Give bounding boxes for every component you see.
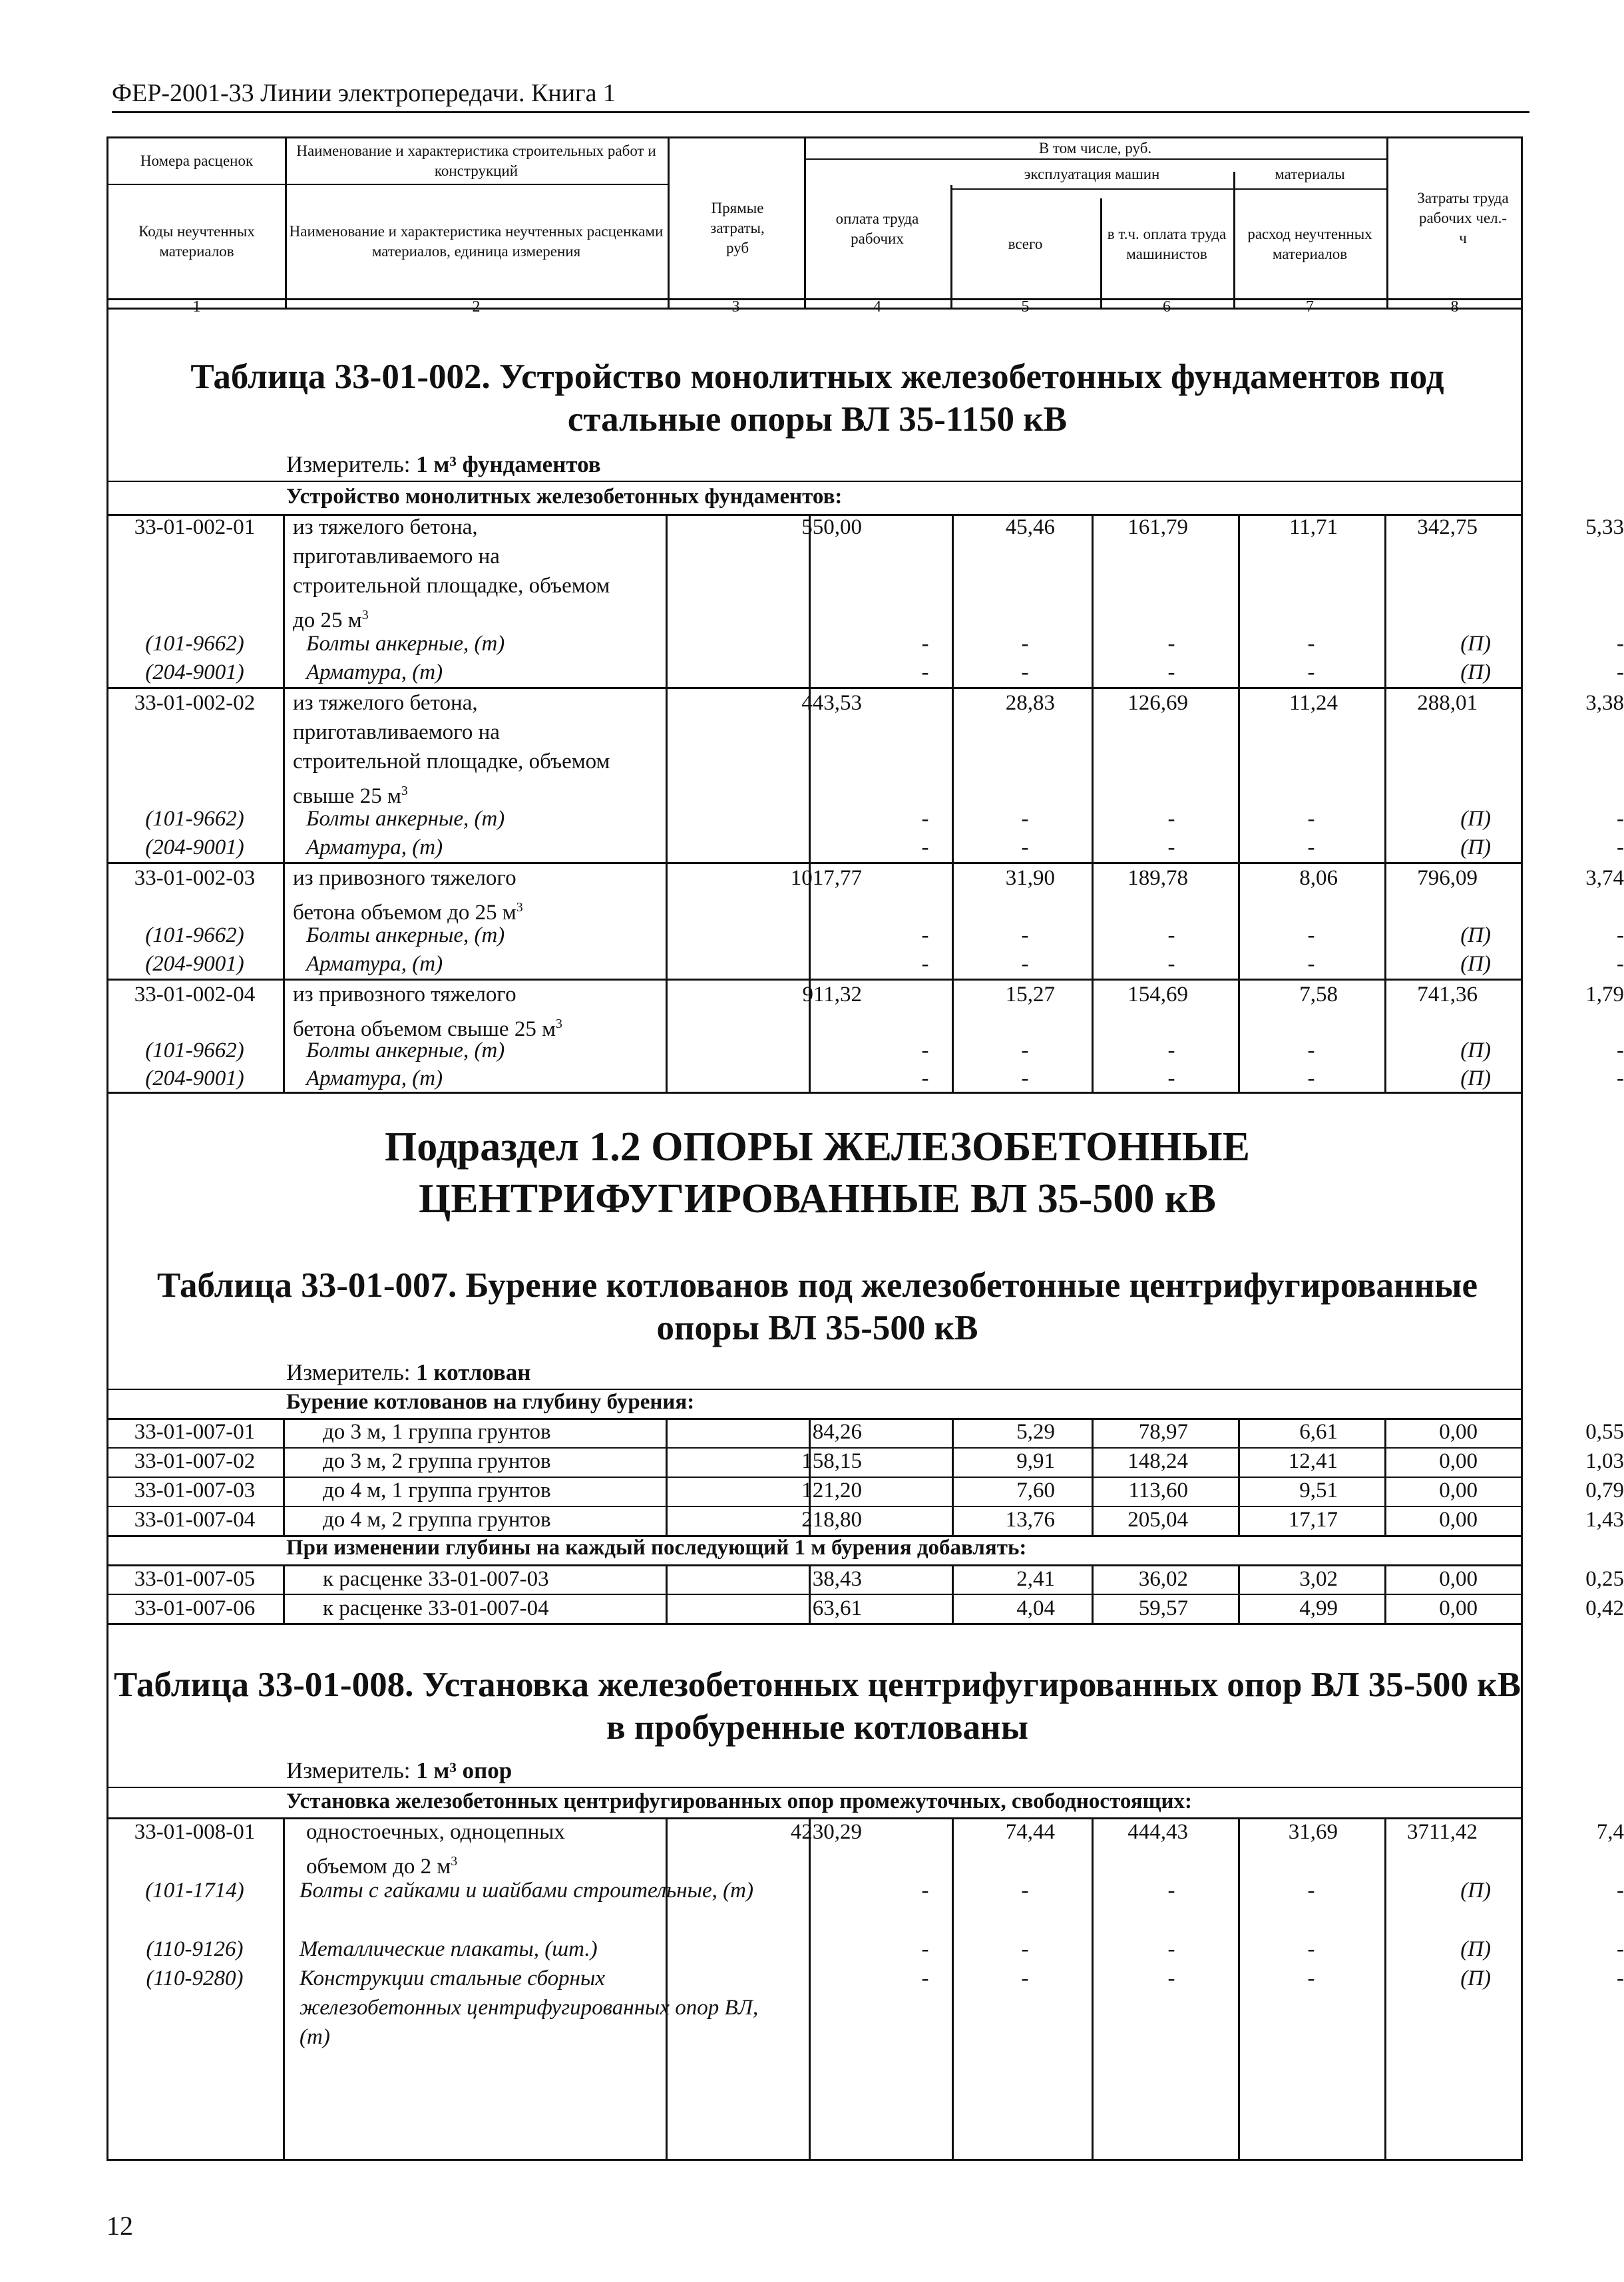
dash: -: [1167, 1879, 1175, 1903]
materials: 288,01: [1417, 691, 1478, 715]
dash: -: [1307, 835, 1315, 859]
divider: [106, 481, 1523, 482]
machines-total: 161,79: [1127, 515, 1188, 539]
dash: -: [1307, 923, 1315, 947]
material-mark: (П): [1460, 835, 1491, 859]
material-name: Арматура, (т): [306, 660, 443, 684]
dash: -: [1617, 1038, 1624, 1062]
worker-pay: 5,29: [1016, 1420, 1055, 1444]
material-mark: (П): [1460, 807, 1491, 831]
dash: -: [1307, 632, 1315, 656]
dash: -: [1307, 1879, 1315, 1903]
measure-unit: Измеритель: 1 м³ фундаментов: [286, 451, 601, 477]
divider: [106, 1787, 1523, 1788]
machinist-pay: 11,71: [1289, 515, 1338, 539]
frame-bottom: [106, 2159, 1523, 2161]
machines-total: 444,43: [1127, 1820, 1188, 1844]
machines-total: 36,02: [1138, 1567, 1188, 1591]
dash: -: [921, 1937, 929, 1961]
material-code: (101-9662): [145, 632, 244, 656]
machinist-pay: 17,17: [1288, 1508, 1338, 1532]
dash: -: [921, 660, 929, 684]
material-code: (204-9001): [145, 952, 244, 976]
dash: -: [1617, 1066, 1624, 1090]
dash: -: [1021, 1038, 1029, 1062]
worker-pay: 7,60: [1016, 1479, 1055, 1502]
material-mark: (П): [1460, 952, 1491, 976]
material-name: Болты с гайками и шайбами строительные, (т): [300, 1879, 753, 1903]
direct-costs: 218,80: [801, 1508, 862, 1532]
dash: -: [1021, 1879, 1029, 1903]
divider: [283, 1817, 285, 2160]
machines-total: 113,60: [1128, 1479, 1188, 1502]
rate-code: 33-01-007-01: [134, 1420, 256, 1444]
materials: 0,00: [1439, 1508, 1478, 1532]
material-mark: (П): [1460, 1937, 1491, 1961]
machines-total: 154,69: [1127, 983, 1188, 1007]
column-number: 2: [472, 298, 481, 316]
divider: [1384, 1817, 1386, 2160]
group-heading: Бурение котлованов на глубину бурения:: [286, 1390, 695, 1414]
divider: [804, 138, 806, 308]
materials: 0,00: [1439, 1567, 1478, 1591]
rate-code: 33-01-007-06: [134, 1596, 256, 1620]
table-title: Таблица 33-01-007. Бурение котлованов под железобетонные центрифугированные опоры ВЛ 35-500 кВ: [156, 1266, 1478, 1347]
dash: -: [1617, 632, 1624, 656]
material-name: Болты анкерные, (т): [306, 1038, 505, 1062]
dash: -: [1617, 952, 1624, 976]
dash: -: [1021, 807, 1029, 831]
dash: -: [1307, 807, 1315, 831]
dash: -: [1617, 1966, 1624, 1990]
dash: -: [1307, 952, 1315, 976]
rate-code: 33-01-002-04: [134, 983, 256, 1007]
document-header: ФЕР-2001-33 Линии электропередачи. Книга 1: [112, 79, 616, 107]
work-name: к расценке 33-01-007-04: [323, 1596, 549, 1620]
material-code: (101-9662): [145, 923, 244, 947]
column-number: 5: [1021, 298, 1030, 316]
frame-right: [1521, 306, 1523, 2161]
material-code: (101-9662): [145, 807, 244, 831]
work-name: до 3 м, 1 группа грунтов: [323, 1420, 551, 1444]
material-code: (204-9001): [145, 835, 244, 859]
dash: -: [1021, 835, 1029, 859]
material-name: Арматура, (т): [306, 835, 443, 859]
rate-code: 33-01-002-02: [134, 691, 256, 715]
material-mark: (П): [1460, 923, 1491, 947]
column-number: 3: [731, 298, 740, 316]
measure-unit: Измеритель: 1 м³ опор: [286, 1757, 512, 1783]
material-code: (110-9126): [146, 1937, 244, 1961]
dash: -: [1167, 1937, 1175, 1961]
header-material-use: расход неучтенных материалов: [1247, 226, 1372, 262]
divider: [106, 1092, 1523, 1094]
header-direct-costs: Прямые затраты, руб: [710, 200, 765, 256]
header-machines-total: всего: [1008, 236, 1043, 253]
material-code: (101-1714): [145, 1879, 244, 1903]
rate-code: 33-01-007-02: [134, 1449, 256, 1473]
material-mark: (П): [1460, 660, 1491, 684]
dash: -: [1307, 1937, 1315, 1961]
header-material-name: Наименование и характеристика неучтенных расценками материалов, единица измерения: [289, 223, 664, 260]
worker-pay: 28,83: [1005, 691, 1055, 715]
divider: [1386, 138, 1388, 308]
dash: -: [1617, 923, 1624, 947]
work-name: одностоечных, одноцепных объемом до 2 $м^3$: [306, 1820, 565, 1879]
direct-costs: 84,26: [812, 1420, 862, 1444]
machinist-pay: 11,24: [1289, 691, 1338, 715]
material-mark: (П): [1460, 1066, 1491, 1090]
direct-costs: 4230,29: [790, 1820, 862, 1844]
column-number: 8: [1450, 298, 1459, 316]
machinist-pay: 6,61: [1299, 1420, 1338, 1444]
divider: [809, 1817, 811, 2160]
work-name: из тяжелого бетона, приготавливаемого на строительной площадке, объемом до 25 $м^3$: [293, 515, 610, 632]
divider: [283, 514, 285, 1092]
materials: 796,09: [1417, 866, 1478, 890]
dash: -: [921, 632, 929, 656]
machines-total: 148,24: [1127, 1449, 1188, 1473]
dash: -: [1021, 923, 1029, 947]
divider: [950, 188, 1386, 190]
worker-pay: 13,76: [1005, 1508, 1055, 1532]
machinist-pay: 8,06: [1299, 866, 1338, 890]
labor-costs: 3,38: [1585, 691, 1624, 715]
dash: -: [1307, 1038, 1315, 1062]
machinist-pay: 12,41: [1288, 1449, 1338, 1473]
direct-costs: 550,00: [801, 515, 862, 539]
header-rate-numbers: Номера расценок: [140, 152, 254, 170]
dash: -: [1617, 835, 1624, 859]
machinist-pay: 31,69: [1288, 1820, 1338, 1844]
dash: -: [1307, 660, 1315, 684]
dash: -: [921, 952, 929, 976]
rate-code: 33-01-007-03: [134, 1479, 256, 1502]
dash: -: [1021, 1066, 1029, 1090]
direct-costs: 443,53: [801, 691, 862, 715]
divider: [1233, 172, 1235, 308]
divider: [668, 138, 670, 308]
header-including: В том числе, руб.: [1038, 140, 1152, 157]
header-rule: [112, 111, 1529, 113]
dash: -: [921, 835, 929, 859]
group-heading: Устройство монолитных железобетонных фундаментов:: [286, 485, 843, 509]
worker-pay: 9,91: [1016, 1449, 1055, 1473]
machines-total: 59,57: [1138, 1596, 1188, 1620]
material-code: (204-9001): [145, 1066, 244, 1090]
machines-total: 205,04: [1127, 1508, 1188, 1532]
table-title: Таблица 33-01-008. Установка железобетонных центрифугированных опор ВЛ 35-500 кВ в пробуренные котлованы: [114, 1666, 1521, 1747]
work-name: до 3 м, 2 группа грунтов: [323, 1449, 551, 1473]
subsection-heading: Подраздел 1.2 ОПОРЫ ЖЕЛЕЗОБЕТОННЫЕ ЦЕНТРИФУГИРОВАННЫЕ ВЛ 35-500 кВ: [384, 1124, 1251, 1222]
dash: -: [921, 923, 929, 947]
materials: 0,00: [1439, 1420, 1478, 1444]
dash: -: [1021, 1937, 1029, 1961]
dash: -: [1167, 952, 1175, 976]
material-mark: (П): [1460, 632, 1491, 656]
divider: [106, 1623, 1523, 1625]
machinist-pay: 7,58: [1299, 983, 1338, 1007]
dash: -: [1617, 807, 1624, 831]
group-heading: При изменении глубины на каждый последующий 1 м бурения добавлять:: [286, 1536, 1027, 1560]
dash: -: [1167, 923, 1175, 947]
work-name: к расценке 33-01-007-03: [323, 1567, 549, 1591]
direct-costs: 1017,77: [790, 866, 862, 890]
dash: -: [921, 1038, 929, 1062]
material-code: (204-9001): [145, 660, 244, 684]
dash: -: [921, 1879, 929, 1903]
machines-total: 78,97: [1138, 1420, 1188, 1444]
labor-costs: 1,43: [1585, 1508, 1624, 1532]
dash: -: [1617, 1937, 1624, 1961]
rate-code: 33-01-007-04: [134, 1508, 256, 1532]
machines-total: 189,78: [1127, 866, 1188, 890]
material-name: Арматура, (т): [306, 952, 443, 976]
worker-pay: 31,90: [1005, 866, 1055, 890]
header-labor-costs: Затраты труда рабочих чел.-ч: [1417, 190, 1509, 246]
direct-costs: 38,43: [812, 1567, 862, 1591]
labor-costs: 7,4: [1596, 1820, 1624, 1844]
material-mark: (П): [1460, 1966, 1491, 1990]
rate-code: 33-01-008-01: [134, 1820, 256, 1844]
worker-pay: 4,04: [1016, 1596, 1055, 1620]
material-code: (101-9662): [145, 1038, 244, 1062]
direct-costs: 911,32: [802, 983, 862, 1007]
machinist-pay: 4,99: [1299, 1596, 1338, 1620]
dash: -: [921, 1066, 929, 1090]
machinist-pay: 9,51: [1299, 1479, 1338, 1502]
column-number: 7: [1306, 298, 1314, 316]
header-work-name: Наименование и характеристика строительных работ и конструкций: [296, 142, 656, 179]
measure-unit: Измеритель: 1 котлован: [286, 1359, 531, 1385]
rate-code: 33-01-002-03: [134, 866, 256, 890]
divider: [285, 138, 287, 308]
group-heading: Установка железобетонных центрифугированных опор промежуточных, свободностоящих:: [286, 1789, 1192, 1813]
material-name: Болты анкерные, (т): [306, 923, 505, 947]
dash: -: [1617, 1879, 1624, 1903]
direct-costs: 121,20: [801, 1479, 862, 1502]
header-materials: материалы: [1275, 165, 1345, 182]
dash: -: [1167, 835, 1175, 859]
column-number: 1: [192, 298, 201, 316]
dash: -: [1167, 1966, 1175, 1990]
material-name: Металлические плакаты, (шт.): [300, 1937, 598, 1961]
material-mark: (П): [1460, 1879, 1491, 1903]
dash: -: [921, 1966, 929, 1990]
materials: 342,75: [1417, 515, 1478, 539]
dash: -: [1167, 807, 1175, 831]
material-name: Болты анкерные, (т): [306, 807, 505, 831]
labor-costs: 5,33: [1585, 515, 1624, 539]
labor-costs: 0,42: [1585, 1596, 1624, 1620]
dash: -: [1167, 660, 1175, 684]
machinist-pay: 3,02: [1299, 1567, 1338, 1591]
divider: [1238, 1817, 1240, 2160]
direct-costs: 158,15: [801, 1449, 862, 1473]
materials: 3711,42: [1406, 1820, 1478, 1844]
dash: -: [1021, 660, 1029, 684]
dash: -: [1021, 632, 1029, 656]
rate-code: 33-01-002-01: [134, 515, 256, 539]
header-material-codes: Коды неучтенных материалов: [138, 223, 255, 260]
direct-costs: 63,61: [812, 1596, 862, 1620]
dash: -: [1167, 1066, 1175, 1090]
work-name: из тяжелого бетона, приготавливаемого на строительной площадке, объемом свыше 25 $м^3$: [293, 691, 610, 808]
material-mark: (П): [1460, 1038, 1491, 1062]
column-number: 4: [873, 298, 881, 316]
dash: -: [1307, 1966, 1315, 1990]
labor-costs: 3,74: [1585, 866, 1624, 890]
material-name: Болты анкерные, (т): [306, 632, 505, 656]
header-worker-pay: оплата труда рабочих: [835, 210, 919, 247]
dash: -: [1021, 952, 1029, 976]
material-name: Арматура, (т): [306, 1066, 443, 1090]
dash: -: [1307, 1066, 1315, 1090]
worker-pay: 2,41: [1016, 1567, 1055, 1591]
column-number: 6: [1163, 298, 1171, 316]
dash: -: [1617, 660, 1624, 684]
labor-costs: 1,03: [1585, 1449, 1624, 1473]
divider: [1100, 198, 1102, 308]
labor-costs: 1,79: [1585, 983, 1624, 1007]
material-name: Конструкции стальные сборных железобетонных центрифугированных опор ВЛ, (т): [300, 1966, 759, 2049]
header-machine-operation: эксплуатация машин: [1024, 165, 1160, 182]
worker-pay: 45,46: [1005, 515, 1055, 539]
work-name: из привозного тяжелого бетона объемом до 25 $м^3$: [293, 866, 523, 925]
materials: 0,00: [1439, 1449, 1478, 1473]
divider: [1092, 1817, 1094, 2160]
machines-total: 126,69: [1127, 691, 1188, 715]
page-number: 12: [106, 2211, 133, 2241]
material-code: (110-9280): [146, 1966, 244, 1990]
materials: 0,00: [1439, 1479, 1478, 1502]
dash: -: [1167, 632, 1175, 656]
worker-pay: 74,44: [1005, 1820, 1055, 1844]
work-name: до 4 м, 1 группа грунтов: [323, 1479, 551, 1502]
work-name: из привозного тяжелого бетона объемом свыше 25 $м^3$: [293, 983, 562, 1041]
dash: -: [1021, 1966, 1029, 1990]
table-title: Таблица 33-01-002. Устройство монолитных железобетонных фундаментов под стальные опоры ВЛ 35-1150 кВ: [190, 357, 1444, 439]
labor-costs: 0,55: [1585, 1420, 1624, 1444]
dash: -: [921, 807, 929, 831]
work-name: до 4 м, 2 группа грунтов: [323, 1508, 551, 1532]
materials: 0,00: [1439, 1596, 1478, 1620]
header-machinist-pay: в т.ч. оплата труда машинистов: [1107, 226, 1227, 262]
dash: -: [1167, 1038, 1175, 1062]
materials: 741,36: [1417, 983, 1478, 1007]
column-header-table: [106, 136, 1523, 316]
rate-code: 33-01-007-05: [134, 1567, 256, 1591]
worker-pay: 15,27: [1005, 983, 1055, 1007]
labor-costs: 0,25: [1585, 1567, 1624, 1591]
labor-costs: 0,79: [1585, 1479, 1624, 1502]
